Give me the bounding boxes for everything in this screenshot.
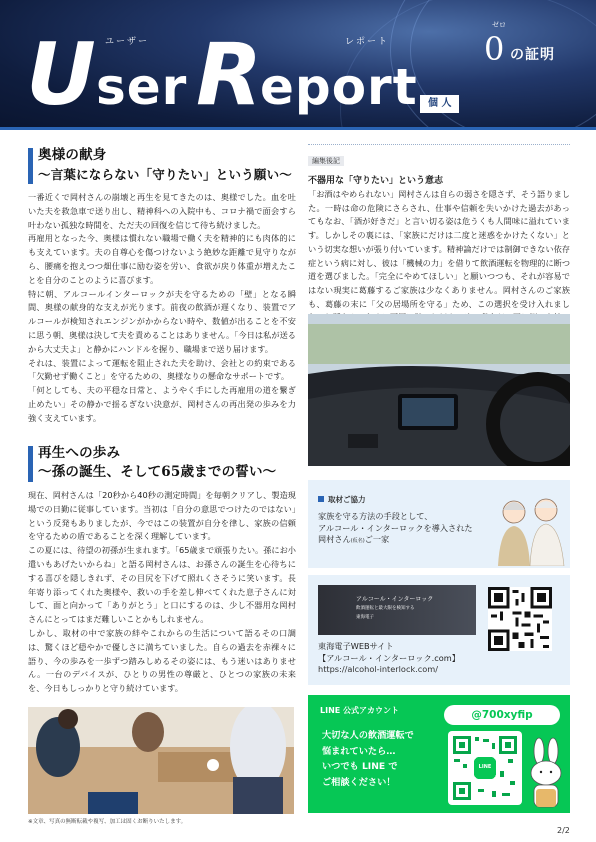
- cooperation-panel: [308, 480, 570, 568]
- section1-title-line2: 〜言葉にならない「守りたい」という願い〜: [38, 167, 293, 182]
- section1-title-line1: 奥様の献身: [38, 147, 107, 163]
- line-msg-1: 大切な人の飲酒運転で: [322, 730, 414, 741]
- line-handle[interactable]: @700xyfip: [444, 705, 560, 725]
- line-head: LINE 公式アカウント: [320, 706, 399, 715]
- section2-para: しかし、取材の中で家族の絆やこれからの生活について語るその口調は、驚くほど穏やかで優しさに満ちていました。自らの過去を赤裸々に語り、今の歩みを一歩ずつ踏みしめるその姿には、もう迷いはありません。一台のデバイスが、ひとりの男性の尊厳と、ひとつの家族の未来を、今日もしっかりと守り続けています。: [28, 627, 296, 694]
- line-message: [322, 728, 414, 790]
- section1-para: それは、装置によって運転を阻止された夫を助け、会社との約束である「欠勤せず働くこと」を守るための、奥様なりの懸命なサポートです。: [28, 357, 296, 382]
- section1-para: 「何としても、夫の平穏な日常と、ようやく手にした再雇用の道を繋ぎ止めたい」その静かで揺るぎない決意が、岡村さんの再出発の歩みを力強く支えています。: [28, 385, 296, 423]
- family-illustration: [494, 486, 566, 566]
- zero-suffix: の証明: [510, 47, 555, 63]
- section1-para: 特に朝、アルコールインターロックが夫を守るための「壁」となる瞬間、奥様の献身的な支えが光ります。前夜の飲酒が遅くなり、装置でアルコールが検知されエンジンがかからない時や、数値が出ることを不安に思う朝、奥様は決して夫を責めることはありません。「今日は私が送るから大丈夫よ」と静かにハンドルを握り、職場まで送り届けます。: [28, 288, 296, 354]
- family-photo: [28, 707, 294, 814]
- personal-badge: 個 人: [420, 95, 459, 113]
- cooperation-suffix: ご一家: [364, 534, 390, 544]
- website-banner[interactable]: [318, 585, 476, 635]
- car-photo-image: [308, 314, 570, 466]
- logo-eport: eport: [260, 58, 418, 116]
- line-panel: [308, 695, 570, 813]
- editor-body: 「お酒はやめられない」岡村さんは自らの弱さを隠さず、そう語りました。一時は命の危険にさらされ、仕事や信頼を失いかけた過去があってもなお、「酒が好きだ」と言い切る姿は危うくも人間味に溢れています。しかしその裏には、「家族にだけは二度と迷惑をかけたくない」という切実な想いが張り付いています。精神論だけでは制御できない依存症という病に対し、彼は「機械の力」を借りて飲酒運転を物理的に断つ道を選びました。「完全にやめてほしい」と願いつつも、それが容易ではない現実に葛藤するご家族は少なくありません。岡村さんのご家族も、葛藤の末に「父の居場所を守る」ため、この選択を受け入れまし: [308, 189, 571, 309]
- section2-body: [28, 489, 296, 696]
- website-label: 東海電子WEBサイト: [318, 641, 394, 651]
- section1-title: [38, 146, 303, 184]
- family-photo-image: [28, 707, 294, 814]
- website-qr-icon[interactable]: [488, 587, 552, 651]
- website-text: [318, 641, 460, 676]
- website-name: 【アルコール・インターロック.com】: [318, 652, 460, 663]
- logo-letter-r: R: [196, 25, 261, 125]
- line-msg-3: いつでも LINE で: [322, 761, 398, 772]
- zero-ruby: ゼロ: [492, 21, 506, 29]
- editor-divider: [308, 144, 570, 145]
- zero-proof-title: [462, 16, 596, 74]
- section2-para: この夏には、待望の初孫が生まれます。「65歳まで頑張りたい。孫にお小遣いもあげたいからね」と語る岡村さんは、お孫さんの誕生を心待ちにする喜びを隠しきれず、その目尻を下げて照れくさそうに笑います。長年寄り添ってくれた奥様や、救いの手を差し伸べてくれた息子さんに対して、面と向かって「ありがとう」と口にするのは、少し不器用な岡村さんにとってはまだ難しいことかもしれません。: [28, 545, 296, 625]
- zero-number: 0: [484, 30, 505, 68]
- section2-title-line1: 再生への歩み: [38, 445, 121, 461]
- header-divider: [0, 127, 596, 130]
- logo-letter-u: U: [26, 25, 94, 125]
- page-number: 2/2: [557, 826, 570, 835]
- banner-line2: 飲酒運転と最大限を検知する: [356, 606, 415, 611]
- section2-para: 現在、岡村さんは「20秒から40秒の測定時間」を毎朝クリアし、製造現場での日勤に従事しています。当初は「自分の意思でつけたのではない」という反発もありましたが、今ではこの装置が自分を律し、家族の信頼を守るための盾であることを深く理解しています。: [28, 490, 296, 542]
- section1-para: 再雇用となった今、奥様は慣れない職場で働く夫を精神的にも肉体的にも支えています。夫の自尊心を傷つけないよう絶妙な距離で見守りながら、腰痛を抱えつつ畑仕事に励む姿を労い、食欲が戻り体重が増えたことを自分のことのように喜びます。: [28, 233, 296, 285]
- cooperation-text: [318, 511, 488, 548]
- user-kana: ユーザー: [105, 37, 150, 47]
- section2-title-line2: 〜孫の誕生、そして65歳までの誓い〜: [38, 464, 277, 480]
- cooperation-name-note: (仮名): [350, 538, 365, 544]
- editor-tag: 編集後記: [308, 156, 344, 166]
- line-qr-card[interactable]: [448, 731, 522, 805]
- editor-title: 不器用な「守りたい」という意志: [308, 176, 444, 186]
- line-msg-4: ご相談ください！: [322, 776, 396, 788]
- footnote: ※文章、写真の無断転載や複写、加工は固くお断りいたします。: [28, 819, 187, 825]
- banner-line3: 東海電子: [356, 615, 374, 620]
- section1-body: [28, 191, 296, 426]
- line-msg-2: 悩まれていたら…: [322, 745, 396, 757]
- banner-line1: アルコール・インターロック: [356, 596, 434, 603]
- banner-text: [356, 595, 433, 622]
- car-interior-photo: [308, 314, 570, 466]
- cooperation-head: [318, 494, 366, 505]
- section2-title: [38, 444, 303, 482]
- website-panel: [308, 575, 570, 685]
- website-url[interactable]: https://alcohol-interlock.com/: [318, 664, 439, 674]
- logo-ser: ser: [96, 58, 188, 116]
- cooperation-line1: 家族を守る方法の手段として、: [318, 511, 433, 521]
- bunny-mascot-icon: [526, 737, 566, 809]
- report-kana: レポート: [345, 37, 390, 47]
- section1-para: 一番近くで岡村さんの崩壊と再生を見てきたのは、奥様でした。血を吐いた夫を救急車で送り出し、精神科への入院中も、コロナ禍で面会すら叶わない孤独な時間を、ただ夫の回復を信じて待ち続けました。: [28, 192, 296, 230]
- cooperation-line2: アルコール・インターロックを導入された: [318, 522, 473, 533]
- section1-bar: [28, 148, 33, 184]
- cooperation-name-line: [318, 534, 488, 548]
- masthead: [0, 0, 596, 127]
- line-qr-label: LINE: [478, 764, 492, 770]
- editor-note: [308, 144, 570, 339]
- cooperation-name: 岡村さん: [318, 534, 351, 544]
- cooperation-head-text: 取材ご協力: [328, 495, 366, 504]
- section2-bar: [28, 446, 33, 482]
